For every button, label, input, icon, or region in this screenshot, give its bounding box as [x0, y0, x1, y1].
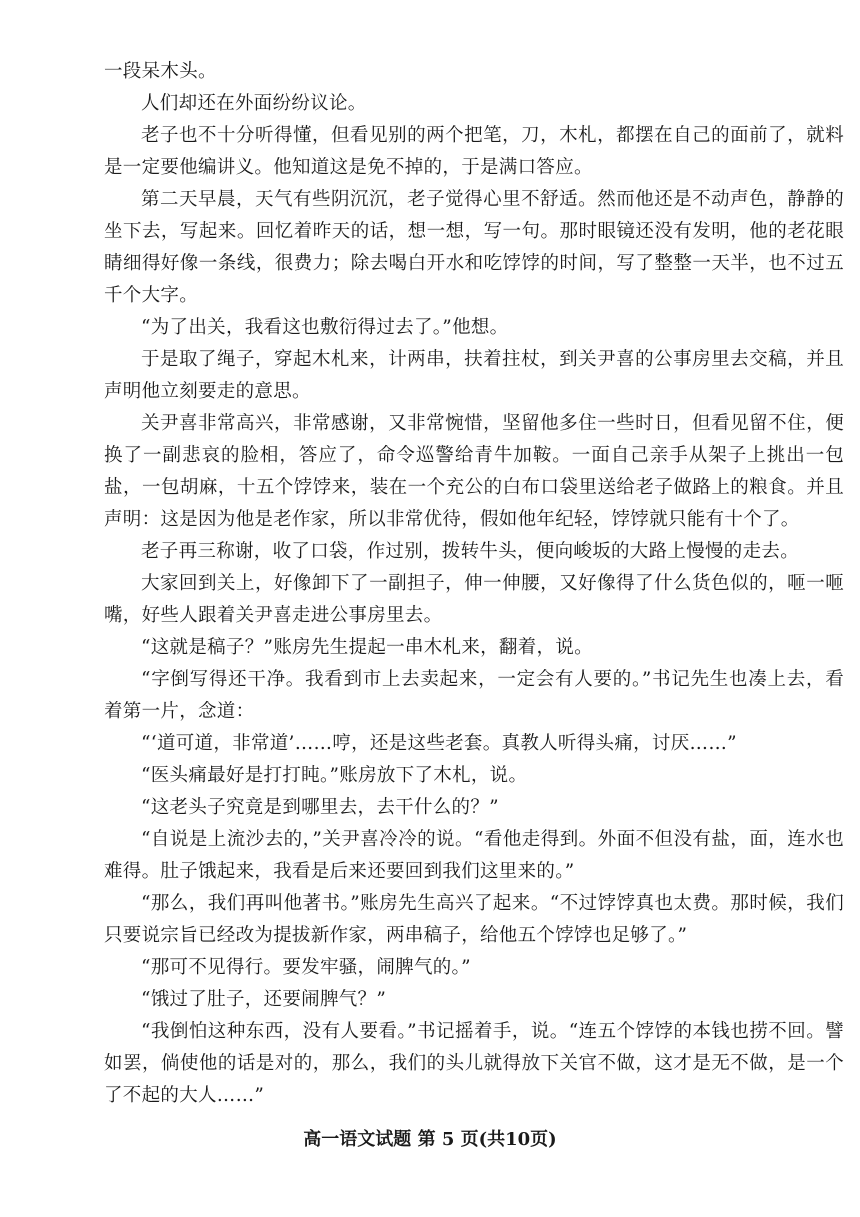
paragraph: “医头痛最好是打打盹。”账房放下了木札，说。	[141, 765, 528, 786]
paragraph: “饿过了肚子，还要闹脾气？”	[141, 989, 387, 1010]
paragraph: “那么，我们再叫他著书。”账房先生高兴了起来。“不过饽饽真也太费。那时候，我们只要说宗旨已经改为提拔新作家，两串稿子，给他五个饽饽也足够了。”	[104, 893, 844, 946]
paragraph: “这就是稿子？”账房先生提起一串木札来，翻着，说。	[141, 637, 593, 658]
passage-text	[104, 56, 844, 1112]
paragraph: “为了出关，我看这也敷衍得过去了。”他想。	[141, 317, 509, 338]
paragraph: 于是取了绳子，穿起木札来，计两串，扶着拄杖，到关尹喜的公事房里去交稿，并且声明他立刻要走的意思。	[104, 349, 844, 402]
paragraph: 关尹喜非常高兴，非常感谢，又非常惋惜，坚留他多住一些时日，但看见留不住，便换了一副悲哀的脸相，答应了，命令巡警给青牛加鞍。一面自己亲手从架子上挑出一包盐，一包胡麻，十五个饽饽来，装在一个充公的白布口袋里送给老子做路上的粮食。并且声明：这是因为他是老作家，所以非常优待，假如他年纪轻，饽饽就只能有十个了。	[104, 413, 844, 530]
page-footer: 高一语文试题 第 5 页(共10页)	[303, 1129, 557, 1150]
paragraph: 人们却还在外面纷纷议论。	[141, 93, 367, 114]
paragraph: “‘道可道，非常道’……哼，还是这些老套。真教人听得头痛，讨厌……”	[141, 733, 737, 754]
paragraph: “自说是上流沙去的，”关尹喜冷冷的说。“看他走得到。外面不但没有盐，面，连水也难得。肚子饿起来，我看是后来还要回到我们这里来的。”	[104, 829, 844, 882]
paragraph: 一段呆木头。	[104, 61, 217, 82]
paragraph: 大家回到关上，好像卸下了一副担子，伸一伸腰，又好像得了什么货色似的，咂一咂嘴，好些人跟着关尹喜走进公事房里去。	[104, 573, 844, 626]
paragraph: 老子也不十分听得懂，但看见别的两个把笔，刀，木札，都摆在自己的面前了，就料是一定要他编讲义。他知道这是免不掉的，于是满口答应。	[104, 125, 844, 178]
paragraph: “那可不见得行。要发牢骚，闹脾气的。”	[141, 957, 471, 978]
paragraph: 第二天早晨，天气有些阴沉沉，老子觉得心里不舒适。然而他还是不动声色，静静的坐下去，写起来。回忆着昨天的话，想一想，写一句。那时眼镜还没有发明，他的老花眼睛细得好像一条线，很费力；除去喝白开水和吃饽饽的时间，写了整整一天半，也不过五千个大字。	[104, 189, 844, 306]
paragraph: 老子再三称谢，收了口袋，作过别，拨转牛头，便向峻坂的大路上慢慢的走去。	[141, 541, 800, 562]
paragraph: “我倒怕这种东西，没有人要看。”书记摇着手，说。“连五个饽饽的本钱也捞不回。譬如罢，倘使他的话是对的，那么，我们的头儿就得放下关官不做，这才是无不做，是一个了不起的大人……”	[104, 1021, 844, 1106]
paragraph: “这老头子究竟是到哪里去，去干什么的？”	[141, 797, 499, 818]
paragraph: “字倒写得还干净。我看到市上去卖起来，一定会有人要的。”书记先生也凑上去，看着第一片，念道：	[104, 669, 844, 722]
